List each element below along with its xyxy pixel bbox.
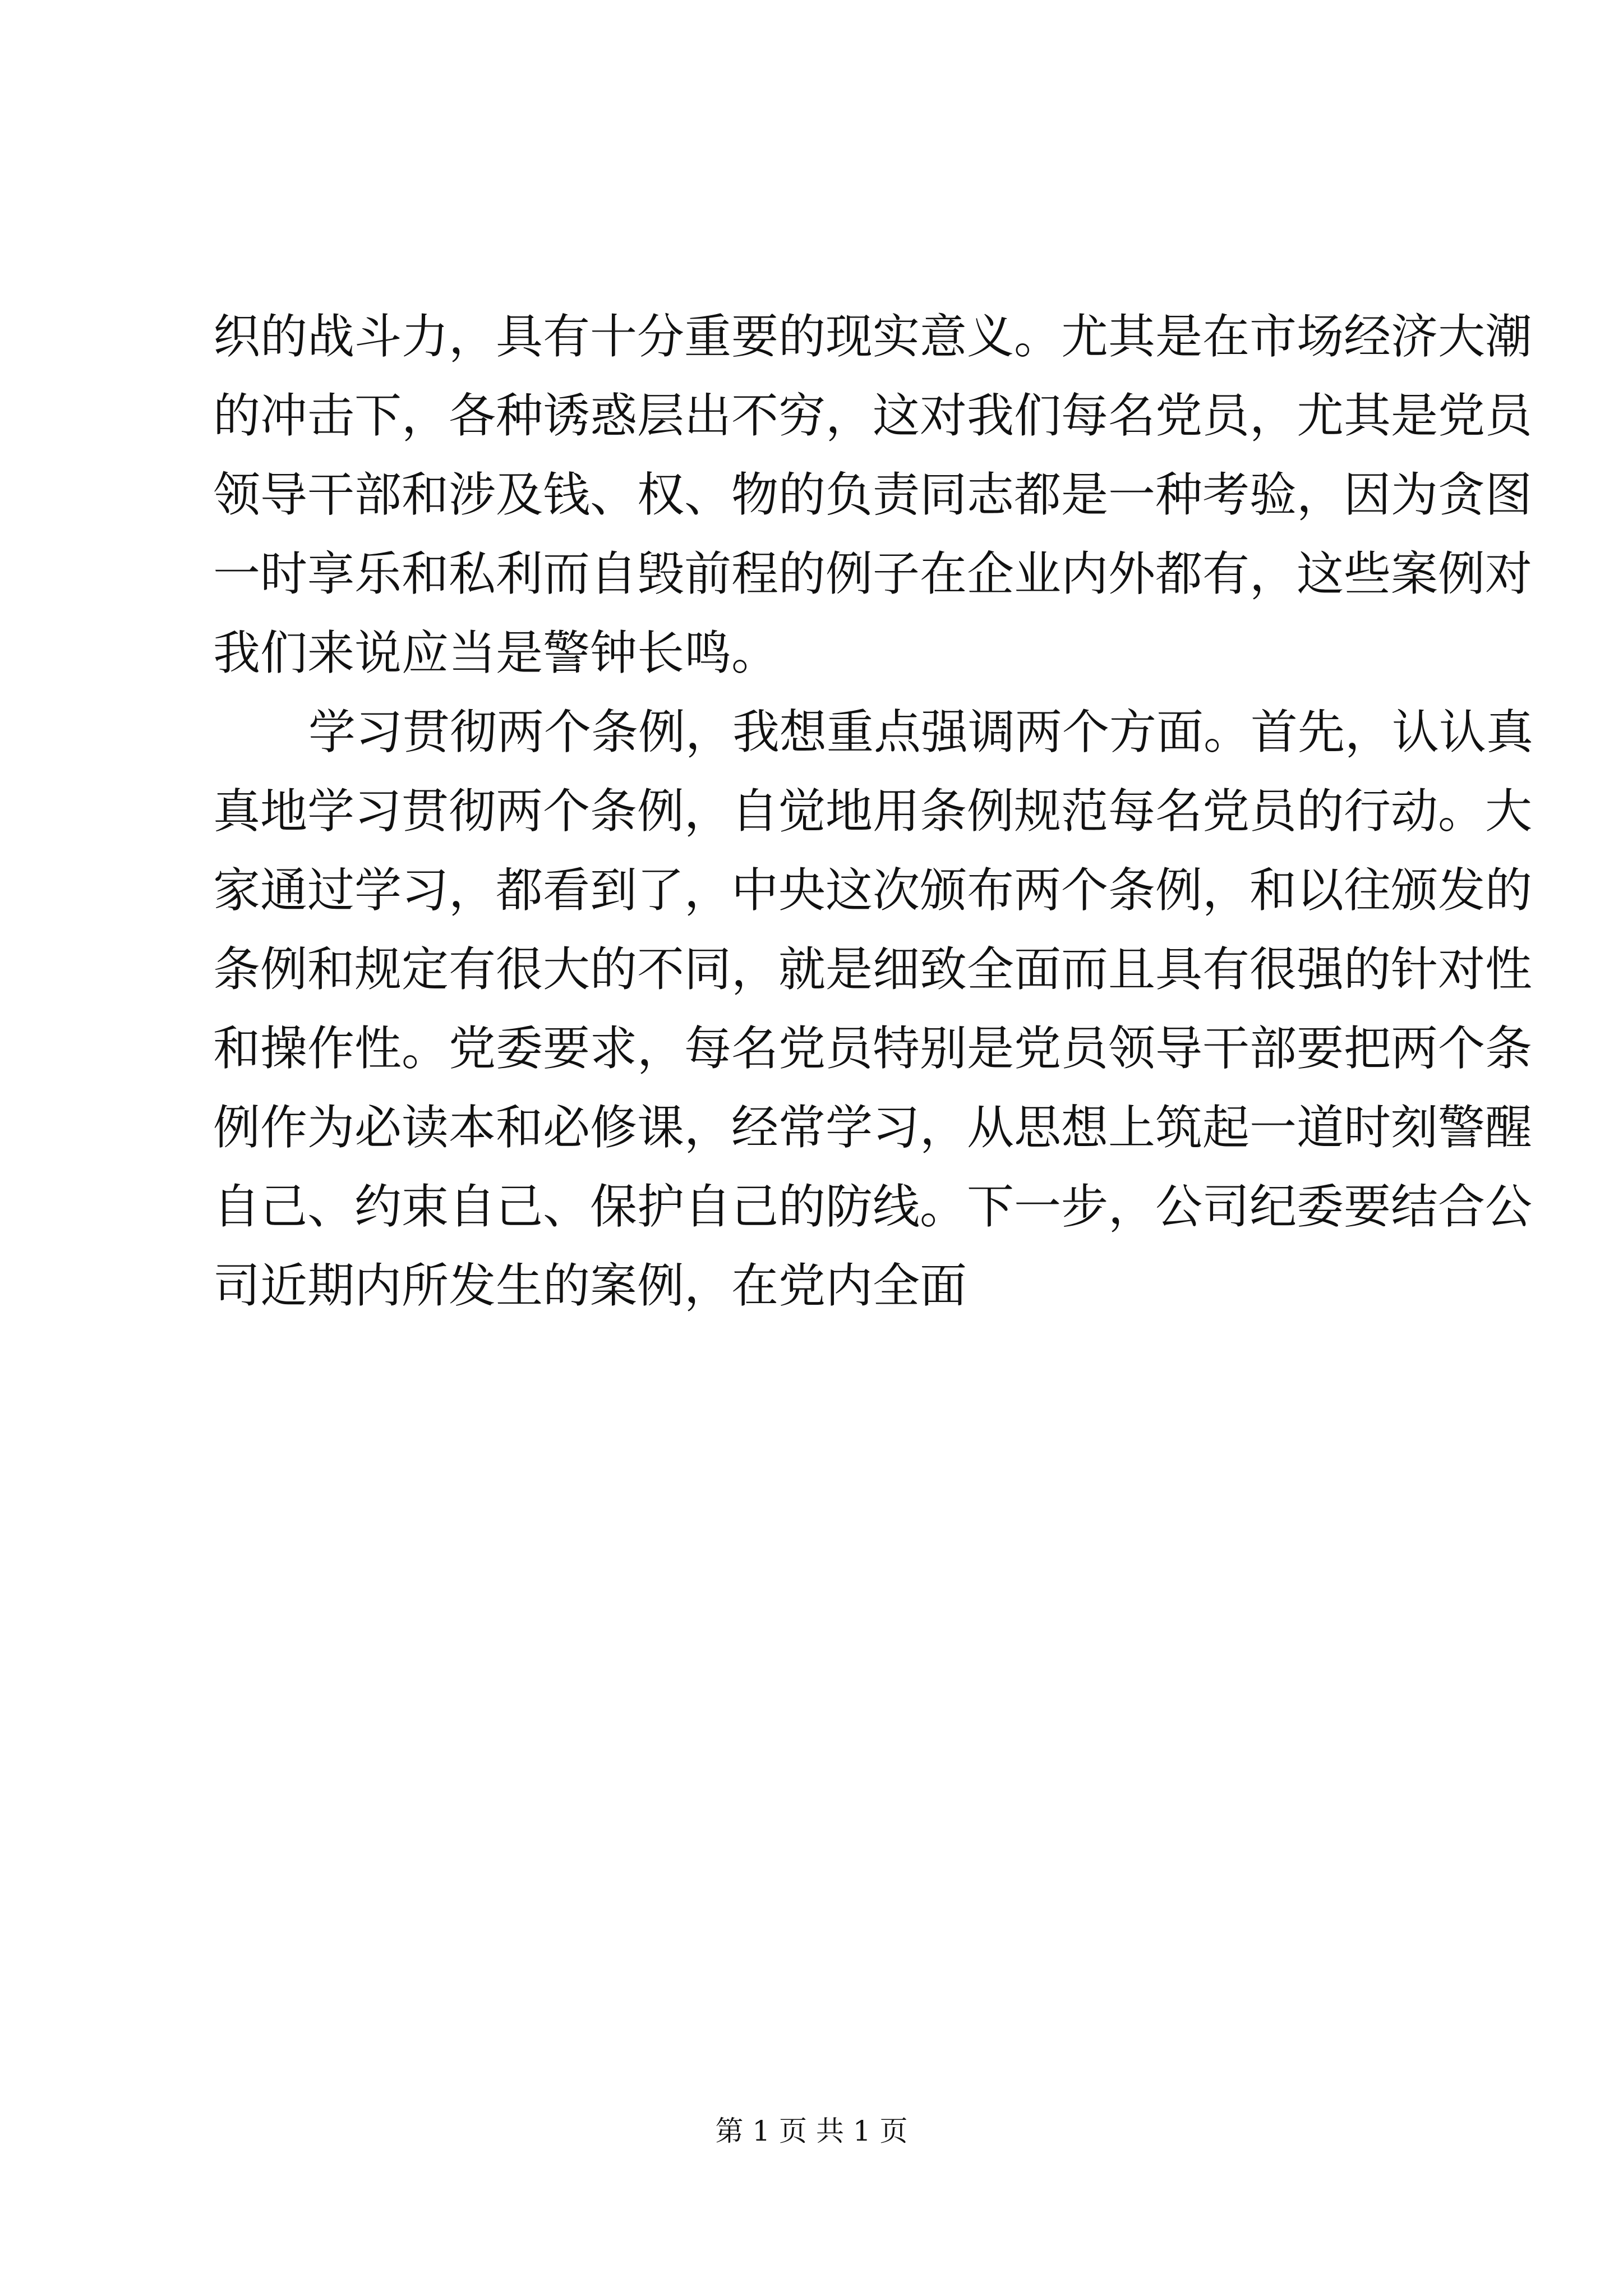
paragraph-line: 条例和规定有很大的不同，就是细致全面而且具有很强的针对性 <box>213 942 1533 997</box>
paragraph-line: 家通过学习，都看到了，中央这次颁布两个条例，和以往颁发的 <box>213 863 1533 918</box>
paragraph-line: 自己、约束自己、保护自己的防线。下一步，公司纪委要结合公 <box>213 1179 1533 1234</box>
paragraph-line: 的冲击下，各种诱惑层出不穷，这对我们每名党员，尤其是党员 <box>213 388 1533 443</box>
paragraph-line: 真地学习贯彻两个条例，自觉地用条例规范每名党员的行动。大 <box>213 784 1533 839</box>
paragraph-line: 司近期内所发生的案例，在党内全面 <box>213 1258 967 1313</box>
paragraph-line: 和操作性。党委要求，每名党员特别是党员领导干部要把两个条 <box>213 1021 1533 1076</box>
paragraph-line: 我们来说应当是警钟长鸣。 <box>213 625 779 680</box>
paragraph-line: 织的战斗力，具有十分重要的现实意义。尤其是在市场经济大潮 <box>213 309 1533 364</box>
page-number-footer: 第 1 页 共 1 页 <box>715 2115 908 2147</box>
paragraph-line: 学习贯彻两个条例，我想重点强调两个方面。首先，认认真 <box>308 705 1534 760</box>
paragraph-line: 一时享乐和私利而自毁前程的例子在企业内外都有，这些案例对 <box>213 546 1533 601</box>
body-text <box>213 297 1534 1326</box>
paragraph-line: 例作为必读本和必修课，经常学习，从思想上筑起一道时刻警醒 <box>213 1100 1533 1155</box>
paragraph-line: 领导干部和涉及钱、权、物的负责同志都是一种考验，因为贪图 <box>213 467 1533 522</box>
